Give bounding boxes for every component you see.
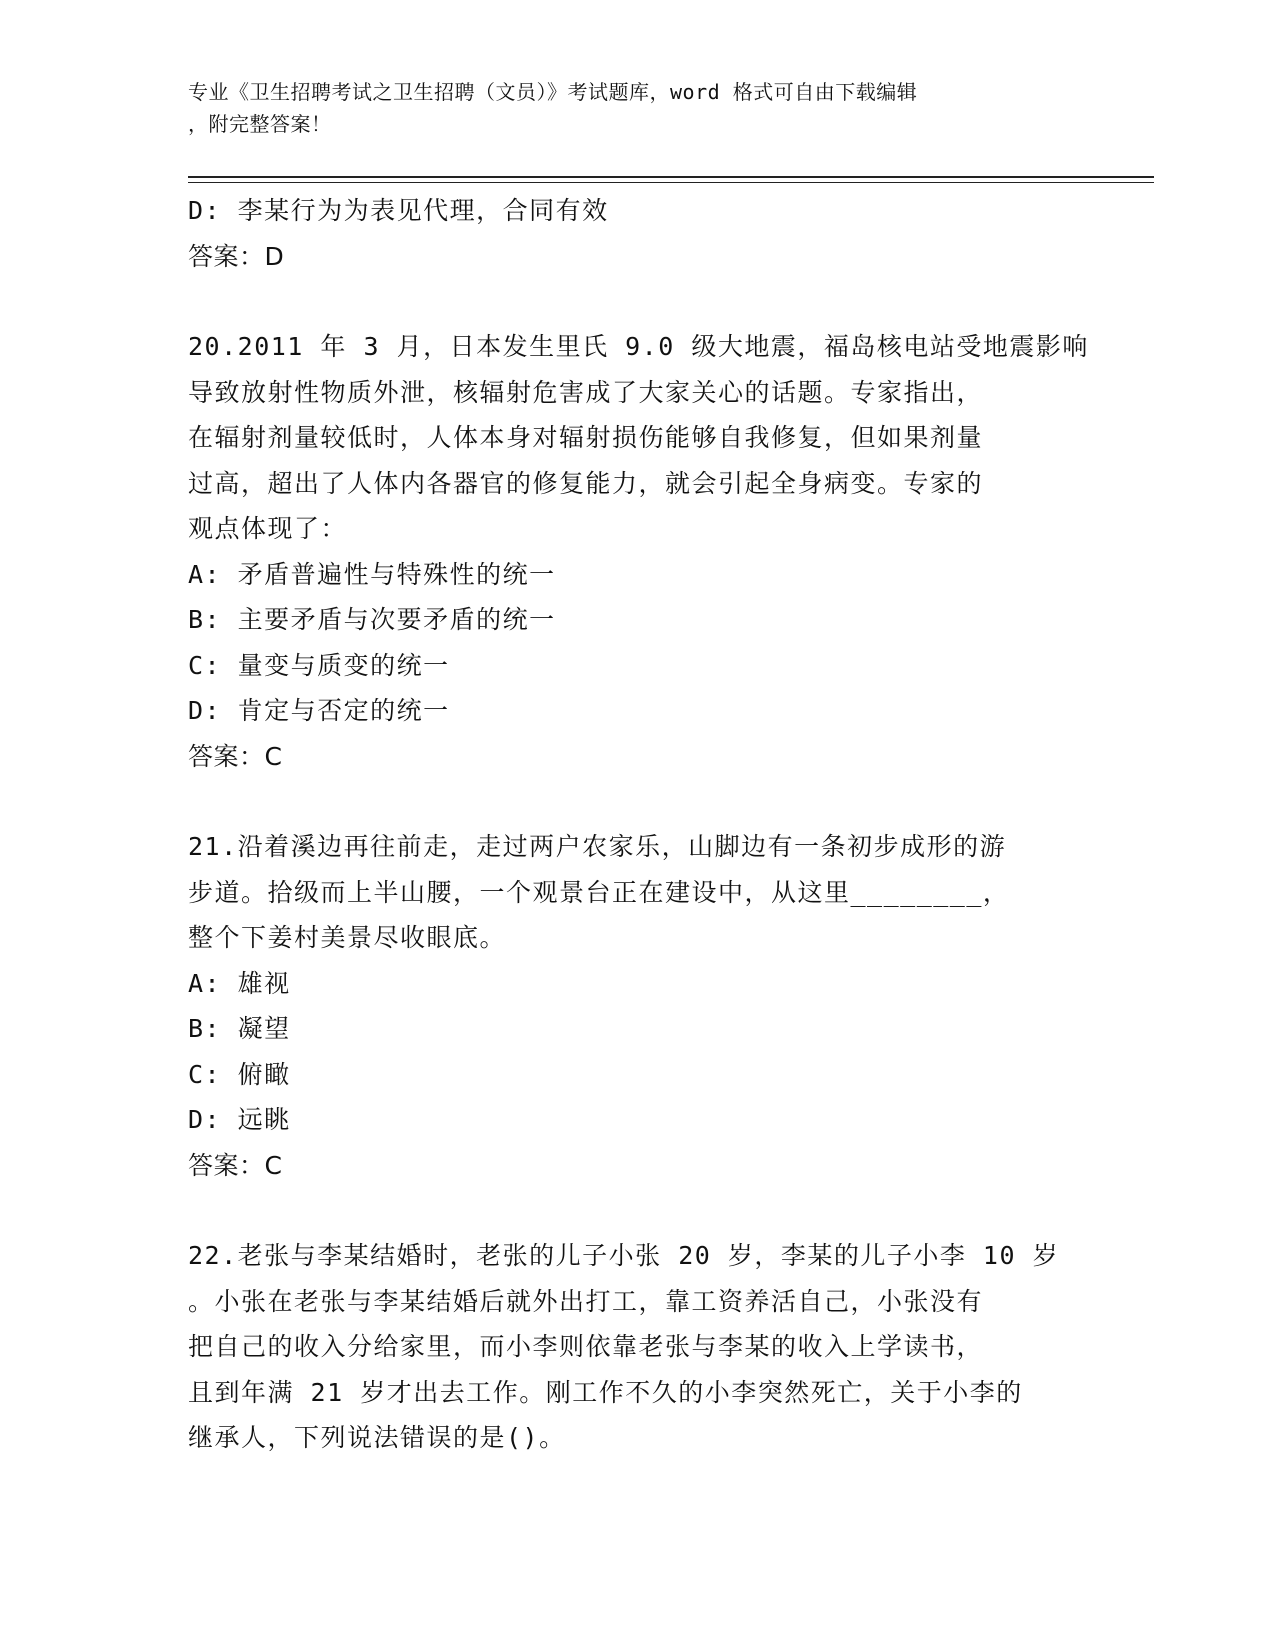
- question-text-line: 21.沿着溪边再往前走，走过两户农家乐，山脚边有一条初步成形的游: [188, 832, 1007, 861]
- header-line-1: 专业《卫生招聘考试之卫生招聘（文员）》考试题库，word 格式可自由下载编辑: [188, 80, 918, 104]
- question-text-line: 。小张在老张与李某结婚后就外出打工，靠工资养活自己，小张没有: [188, 1286, 984, 1316]
- header-line-2: ，附完整答案！: [188, 112, 332, 136]
- question-text-line: 在辐射剂量较低时，人体本身对辐射损伤能够自我修复，但如果剂量: [188, 423, 984, 452]
- question-text-line: 观点体现了：: [188, 514, 348, 543]
- option-b: B: 凝望: [188, 1014, 291, 1043]
- option-d: D: 李某行为为表见代理，合同有效: [188, 196, 609, 225]
- option-c: C: 俯瞰: [188, 1059, 291, 1089]
- option-a: A: 雄视: [188, 968, 291, 998]
- question-19-tail: [188, 188, 1088, 279]
- option-d: D: 远眺: [188, 1105, 291, 1134]
- question-text-line: 20.2011 年 3 月，日本发生里氏 9.0 级大地震，福岛核电站受地震影响: [188, 332, 1089, 361]
- answer-line: 答案：C: [188, 741, 283, 771]
- spacer: [188, 779, 1088, 824]
- spacer: [188, 1188, 1088, 1233]
- document-body: [188, 188, 1088, 1461]
- question-text-line: 过高，超出了人体内各器官的修复能力，就会引起全身病变。专家的: [188, 468, 984, 498]
- question-text-line: 且到年满 21 岁才出去工作。刚工作不久的小李突然死亡，关于小李的: [188, 1377, 1023, 1407]
- answer-line: 答案：C: [188, 1150, 283, 1180]
- option-a: A: 矛盾普遍性与特殊性的统一: [188, 559, 556, 589]
- page-header: [188, 76, 1088, 140]
- question-21: [188, 824, 1088, 1188]
- header-rule-thin: [188, 182, 1154, 183]
- question-22: [188, 1233, 1088, 1461]
- option-b: B: 主要矛盾与次要矛盾的统一: [188, 605, 556, 634]
- question-text-line: 22.老张与李某结婚时，老张的儿子小张 20 岁，李某的儿子小李 10 岁: [188, 1241, 1060, 1270]
- option-d: D: 肯定与否定的统一: [188, 696, 450, 725]
- question-text-line: 导致放射性物质外泄，核辐射危害成了大家关心的话题。专家指出，: [188, 377, 984, 407]
- answer-line: 答案：D: [188, 241, 285, 271]
- question-text-line: 继承人，下列说法错误的是()。: [188, 1423, 566, 1452]
- question-text-line: 整个下姜村美景尽收眼底。: [188, 923, 507, 952]
- question-20: [188, 324, 1088, 779]
- question-text-line: 把自己的收入分给家里，而小李则依靠老张与李某的收入上学读书，: [188, 1332, 984, 1361]
- question-text-line: 步道。拾级而上半山腰，一个观景台正在建设中，从这里________，: [188, 877, 1010, 907]
- spacer: [188, 279, 1088, 324]
- option-c: C: 量变与质变的统一: [188, 650, 450, 680]
- header-rule-thick: [188, 176, 1154, 178]
